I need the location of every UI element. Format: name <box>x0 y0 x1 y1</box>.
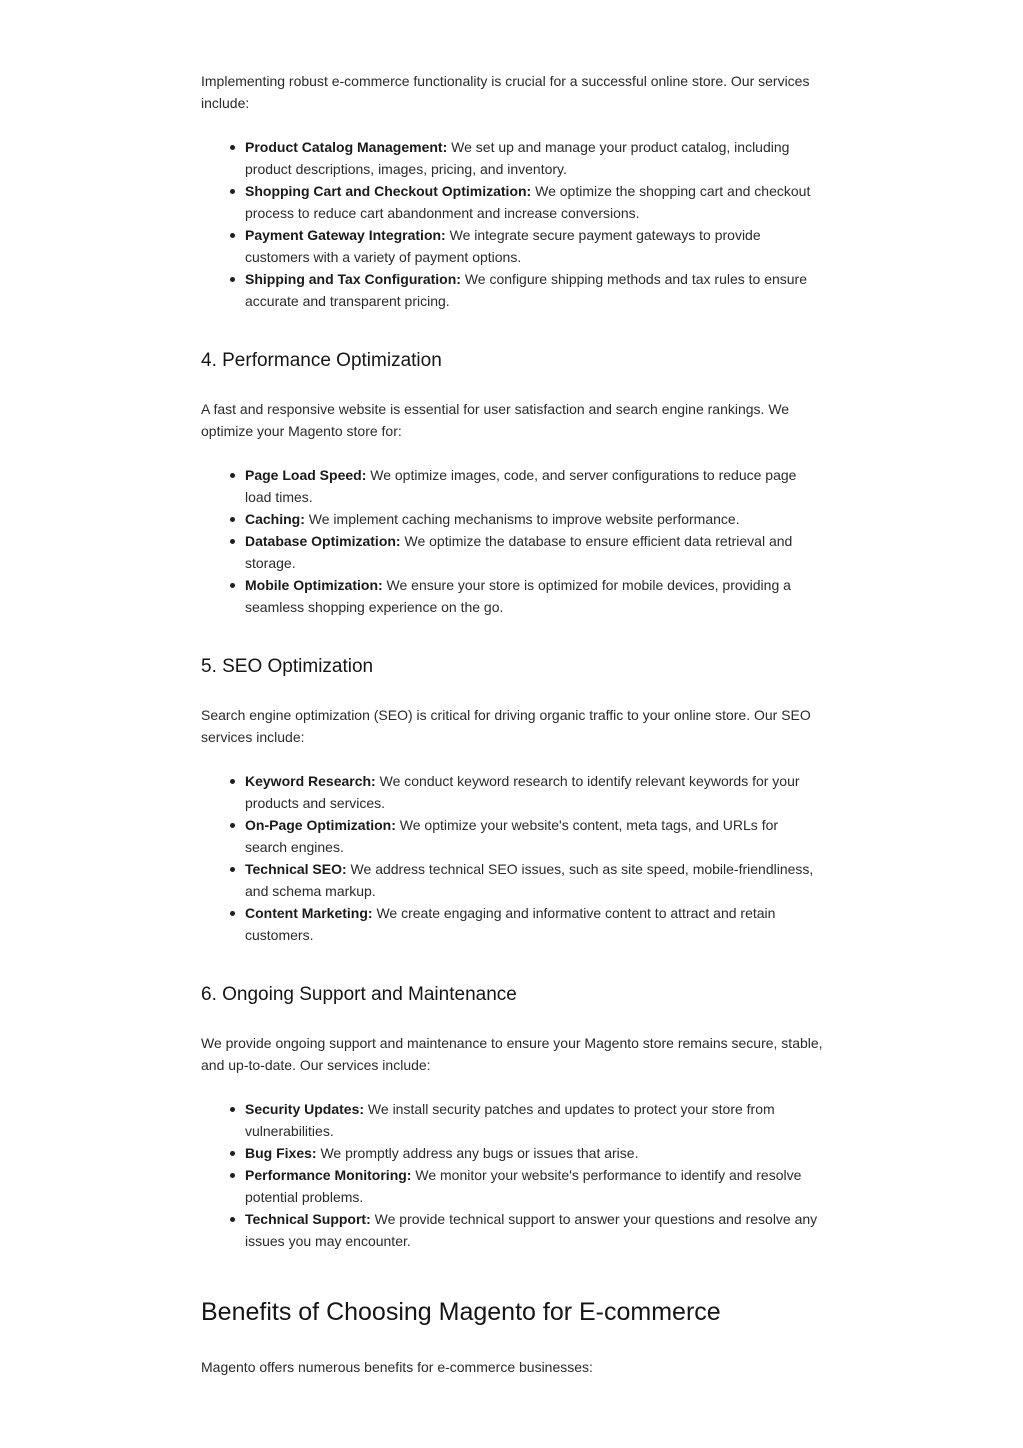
list-item <box>201 902 823 946</box>
list-item-text: We address technical SEO issues, such as site speed, mobile-friendliness, and schema markup. <box>245 861 814 899</box>
bullet-icon <box>230 189 235 194</box>
bullet-icon <box>230 1151 235 1156</box>
list-item-term: Bug Fixes: <box>245 1145 317 1161</box>
benefits-paragraph: Magento offers numerous benefits for e-commerce businesses: <box>201 1359 593 1375</box>
list-item-text: We optimize the database to ensure efficient data retrieval and storage. <box>245 533 793 571</box>
bullet-icon <box>230 911 235 916</box>
bullet-icon <box>230 1173 235 1178</box>
seo-paragraph: Search engine optimization (SEO) is critical for driving organic traffic to your online store. Our SEO services include: <box>201 707 811 745</box>
support-heading: 6. Ongoing Support and Maintenance <box>201 984 517 1005</box>
support-list <box>201 1098 823 1252</box>
list-item-text: We promptly address any bugs or issues that arise. <box>316 1145 639 1161</box>
list-item-term: Page Load Speed: <box>245 467 367 483</box>
bullet-icon <box>230 779 235 784</box>
list-item <box>201 1164 823 1208</box>
list-item-term: Payment Gateway Integration: <box>245 227 446 243</box>
list-item-text: We implement caching mechanisms to improve website performance. <box>304 511 740 527</box>
bullet-icon <box>230 1217 235 1222</box>
seo-list <box>201 770 823 946</box>
intro-paragraph: Implementing robust e-commerce functionality is crucial for a successful online store. Our services include: <box>201 73 810 111</box>
document-page <box>201 70 823 1378</box>
list-item <box>201 858 823 902</box>
list-item <box>201 574 823 618</box>
list-item-text: We create engaging and informative content to attract and retain customers. <box>245 905 776 943</box>
list-item-term: Caching: <box>245 511 305 527</box>
list-item-text: We install security patches and updates to protect your store from vulnerabilities. <box>245 1101 775 1139</box>
list-item <box>201 770 823 814</box>
list-item-term: On-Page Optimization: <box>245 817 396 833</box>
list-item-text: We optimize images, code, and server configurations to reduce page load times. <box>245 467 797 505</box>
list-item-text: We integrate secure payment gateways to provide customers with a variety of payment options. <box>245 227 761 265</box>
list-item-term: Performance Monitoring: <box>245 1167 412 1183</box>
list-item <box>201 136 823 180</box>
bullet-icon <box>230 517 235 522</box>
list-item <box>201 224 823 268</box>
list-item-term: Technical Support: <box>245 1211 371 1227</box>
list-item-term: Product Catalog Management: <box>245 139 448 155</box>
list-item-text: We configure shipping methods and tax rules to ensure accurate and transparent pricing. <box>245 271 808 309</box>
list-item-text: We optimize the shopping cart and checkout process to reduce cart abandonment and increase conversions. <box>245 183 811 221</box>
seo-heading: 5. SEO Optimization <box>201 656 374 677</box>
list-item-text: We conduct keyword research to identify relevant keywords for your products and services. <box>245 773 800 811</box>
performance-paragraph: A fast and responsive website is essential for user satisfaction and search engine rankings. We optimize your Magento store for: <box>201 401 790 439</box>
bullet-icon <box>230 145 235 150</box>
list-item <box>201 1208 823 1252</box>
bullet-icon <box>230 539 235 544</box>
list-item-term: Content Marketing: <box>245 905 373 921</box>
list-item-term: Shipping and Tax Configuration: <box>245 271 461 287</box>
list-item <box>201 530 823 574</box>
list-item-text: We monitor your website's performance to identify and resolve potential problems. <box>245 1167 802 1205</box>
bullet-icon <box>230 823 235 828</box>
list-item <box>201 1098 823 1142</box>
list-item <box>201 508 823 530</box>
bullet-icon <box>230 583 235 588</box>
list-item <box>201 1142 823 1164</box>
support-paragraph: We provide ongoing support and maintenance to ensure your Magento store remains secure, stable, and up-to-date. Our services include: <box>201 1035 823 1073</box>
bullet-icon <box>230 277 235 282</box>
bullet-icon <box>230 233 235 238</box>
list-item-text: We provide technical support to answer your questions and resolve any issues you may encounter. <box>245 1211 818 1249</box>
list-item <box>201 268 823 312</box>
list-item-term: Mobile Optimization: <box>245 577 383 593</box>
list-item-term: Security Updates: <box>245 1101 365 1117</box>
performance-list <box>201 464 823 618</box>
list-item-text: We set up and manage your product catalog, including product descriptions, images, pricing, and inventory. <box>245 139 790 177</box>
performance-heading: 4. Performance Optimization <box>201 350 442 371</box>
bullet-icon <box>230 867 235 872</box>
list-item <box>201 814 823 858</box>
list-item-term: Technical SEO: <box>245 861 347 877</box>
list-item-text: We ensure your store is optimized for mobile devices, providing a seamless shopping experience on the go. <box>245 577 791 615</box>
bullet-icon <box>230 473 235 478</box>
list-item-term: Keyword Research: <box>245 773 376 789</box>
list-item <box>201 180 823 224</box>
bullet-icon <box>230 1107 235 1112</box>
list-item-text: We optimize your website's content, meta tags, and URLs for search engines. <box>245 817 779 855</box>
list-item-term: Database Optimization: <box>245 533 401 549</box>
list-item-term: Shopping Cart and Checkout Optimization: <box>245 183 532 199</box>
list-item <box>201 464 823 508</box>
ecommerce-services-list <box>201 136 823 312</box>
benefits-heading: Benefits of Choosing Magento for E-commerce <box>201 1298 721 1326</box>
